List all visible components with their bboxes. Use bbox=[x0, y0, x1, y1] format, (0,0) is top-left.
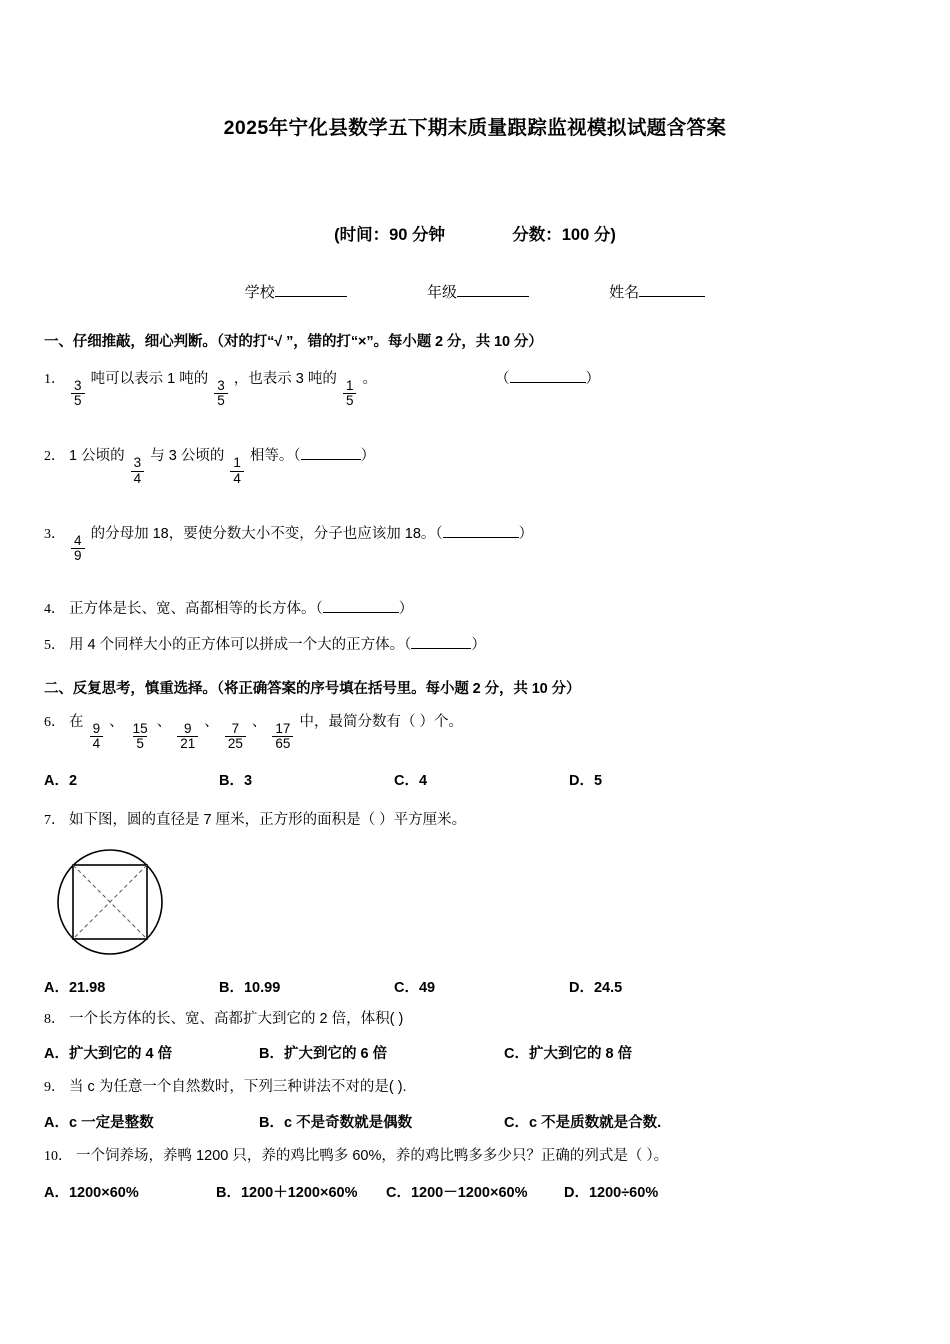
question-7-option-d[interactable]: D．24.5 bbox=[569, 979, 623, 996]
question-10-option-a[interactable]: A．1200×60% bbox=[44, 1184, 139, 1201]
question-10-text: 一个饲养场，养鸭 1200 只，养的鸡比鸭多 60%，养的鸡比鸭多多少只？正确的列式是（ ）。 bbox=[76, 1148, 669, 1165]
question-5 bbox=[44, 635, 906, 657]
name-blank[interactable] bbox=[639, 283, 705, 297]
question-7-text: 如下图，圆的直径是 7 厘米，正方形的面积是（ ）平方厘米。 bbox=[69, 811, 467, 828]
question-6-option-d[interactable]: D．5 bbox=[569, 772, 603, 789]
grade-blank[interactable] bbox=[457, 283, 529, 297]
fraction-denominator: 4 bbox=[230, 471, 244, 486]
fraction-denominator: 5 bbox=[343, 393, 357, 408]
question-7-option-c[interactable]: C．49 bbox=[394, 979, 436, 996]
question-9-options bbox=[44, 1111, 906, 1132]
question-4 bbox=[44, 599, 906, 621]
question-1-text-part1: 吨可以表示 1 吨的 bbox=[90, 371, 209, 387]
fraction-17-65 bbox=[272, 722, 293, 751]
fraction-denominator: 4 bbox=[131, 471, 145, 486]
question-1 bbox=[44, 369, 906, 408]
question-1-number: 1． bbox=[44, 372, 65, 387]
fraction-numerator: 9 bbox=[183, 720, 192, 736]
question-6-sep4: 、 bbox=[251, 713, 267, 730]
question-9-option-a[interactable]: A．c 一定是整数 bbox=[44, 1115, 154, 1132]
question-10-number: 10． bbox=[44, 1149, 72, 1165]
question-6-text-part1: 在 bbox=[69, 713, 84, 730]
question-1-answer-bracket[interactable]: （ ） bbox=[495, 371, 601, 387]
fraction-1-4 bbox=[230, 456, 244, 485]
question-10-option-b[interactable]: B．1200＋1200×60% bbox=[216, 1184, 358, 1201]
time-label: (时间：90 分钟 bbox=[334, 226, 446, 244]
question-8-option-a[interactable]: A．扩大到它的 4 倍 bbox=[44, 1046, 173, 1063]
fraction-denominator: 65 bbox=[272, 736, 293, 751]
fraction-numerator: 17 bbox=[275, 720, 291, 736]
question-7-option-a[interactable]: A．21.98 bbox=[44, 979, 106, 996]
question-9-option-c[interactable]: C．c 不是质数就是合数. bbox=[504, 1115, 662, 1132]
question-5-tail: ） bbox=[471, 636, 486, 653]
fraction-denominator: 4 bbox=[90, 736, 104, 751]
fraction-7-25 bbox=[225, 722, 246, 751]
question-9-number: 9． bbox=[44, 1080, 65, 1096]
school-blank[interactable] bbox=[275, 283, 347, 297]
fraction-3-5-b bbox=[214, 379, 228, 408]
question-9 bbox=[44, 1077, 906, 1099]
question-2 bbox=[44, 446, 906, 485]
fraction-numerator: 3 bbox=[133, 455, 142, 471]
grade-label: 年级 bbox=[426, 284, 457, 301]
question-2-number: 2． bbox=[44, 449, 65, 465]
question-7-option-b[interactable]: B．10.99 bbox=[219, 979, 281, 996]
fraction-numerator: 9 bbox=[92, 720, 101, 736]
fraction-numerator: 7 bbox=[231, 720, 240, 736]
question-4-answer-blank[interactable] bbox=[323, 600, 399, 613]
question-6-sep3: 、 bbox=[204, 713, 219, 730]
question-3 bbox=[44, 524, 906, 563]
question-10-options bbox=[44, 1181, 906, 1202]
circle-square-figure bbox=[52, 842, 172, 962]
question-6 bbox=[44, 712, 906, 751]
question-9-option-b[interactable]: B．c 不是奇数就是偶数 bbox=[259, 1115, 413, 1132]
question-6-option-a[interactable]: A．2 bbox=[44, 772, 78, 789]
exam-meta bbox=[44, 221, 906, 245]
fraction-3-5-a bbox=[71, 379, 85, 408]
question-3-number: 3． bbox=[44, 526, 65, 542]
fraction-numerator: 4 bbox=[74, 532, 82, 548]
fraction-1-5 bbox=[343, 379, 357, 408]
question-10 bbox=[44, 1146, 906, 1168]
question-7-number: 7． bbox=[44, 812, 65, 828]
fraction-numerator: 1 bbox=[345, 378, 354, 394]
question-3-text: 的分母加 18，要使分数大小不变，分子也应该加 18。（ ） bbox=[90, 525, 534, 542]
question-7-options bbox=[44, 976, 906, 997]
question-1-text-part2: ，也表示 3 吨的 bbox=[233, 371, 337, 387]
fraction-denominator: 5 bbox=[133, 736, 147, 751]
question-7 bbox=[44, 810, 906, 832]
question-6-sep2: 、 bbox=[156, 713, 172, 730]
question-2-text-part3: 相等。（ ） bbox=[249, 448, 376, 465]
question-6-number: 6． bbox=[44, 714, 65, 730]
fraction-numerator: 3 bbox=[217, 378, 225, 394]
question-5-number: 5． bbox=[44, 637, 65, 653]
question-8 bbox=[44, 1009, 906, 1031]
fraction-9-21 bbox=[177, 722, 198, 751]
fraction-4-9 bbox=[71, 534, 85, 563]
question-8-option-c[interactable]: C．扩大到它的 8 倍 bbox=[504, 1046, 633, 1063]
question-4-tail: ） bbox=[398, 601, 414, 618]
fraction-numerator: 1 bbox=[233, 455, 241, 471]
question-5-answer-blank[interactable] bbox=[411, 636, 471, 649]
name-label: 姓名 bbox=[609, 284, 640, 301]
question-8-number: 8． bbox=[44, 1011, 65, 1027]
fraction-denominator: 21 bbox=[177, 736, 198, 751]
question-9-text: 当 c 为任意一个自然数时，下列三种讲法不对的是( ). bbox=[69, 1079, 407, 1096]
fraction-3-4 bbox=[131, 456, 145, 485]
name-field bbox=[609, 281, 705, 302]
fraction-9-4 bbox=[90, 722, 104, 751]
section-one-heading: 一、仔细推敲，细心判断。（对的打“√ ”，错的打“×”。每小题 2 分，共 10 分） bbox=[44, 334, 543, 350]
question-8-options bbox=[44, 1042, 906, 1063]
question-10-option-c[interactable]: C．1200－1200×60% bbox=[386, 1184, 528, 1201]
question-4-number: 4． bbox=[44, 602, 65, 618]
question-1-text-part3: 。 bbox=[362, 371, 377, 387]
student-fields bbox=[44, 281, 906, 302]
question-6-text-part2: 中，最简分数有（ ）个。 bbox=[299, 713, 464, 730]
question-2-text-part2: 与 3 公顷的 bbox=[150, 448, 225, 465]
school-field bbox=[245, 281, 347, 302]
question-10-option-d[interactable]: D．1200÷60% bbox=[564, 1184, 659, 1201]
question-6-option-b[interactable]: B．3 bbox=[219, 772, 253, 789]
fraction-denominator: 5 bbox=[214, 393, 228, 408]
question-8-option-b[interactable]: B．扩大到它的 6 倍 bbox=[259, 1046, 388, 1063]
fraction-denominator: 9 bbox=[71, 548, 85, 563]
question-6-sep1: 、 bbox=[109, 713, 124, 730]
question-4-text: 正方体是长、宽、高都相等的长方体。（ bbox=[69, 601, 323, 618]
fraction-numerator: 15 bbox=[132, 720, 148, 736]
grade-field bbox=[427, 281, 529, 302]
fraction-numerator: 3 bbox=[74, 378, 82, 394]
page-title: 2025年宁化县数学五下期末质量跟踪监视模拟试题含答案 bbox=[223, 117, 727, 139]
fraction-denominator: 25 bbox=[225, 736, 246, 751]
fraction-denominator: 5 bbox=[71, 393, 85, 408]
figure-svg bbox=[52, 842, 172, 962]
question-2-text-part1: 1 公顷的 bbox=[69, 448, 125, 465]
school-label: 学校 bbox=[244, 284, 275, 301]
section-two-heading: 二、反复思考，慎重选择。（将正确答案的序号填在括号里。每小题 2 分，共 10 分） bbox=[44, 680, 581, 697]
fraction-15-5 bbox=[130, 722, 151, 751]
question-6-option-c[interactable]: C．4 bbox=[394, 772, 428, 789]
question-8-text: 一个长方体的长、宽、高都扩大到它的 2 倍，体积( ) bbox=[69, 1010, 404, 1027]
question-6-options bbox=[44, 769, 906, 790]
question-5-text: 用 4 个同样大小的正方体可以拼成一个大的正方体。（ bbox=[69, 636, 412, 653]
page-content bbox=[44, 0, 906, 1202]
score-label: 分数：100 分) bbox=[512, 226, 616, 244]
